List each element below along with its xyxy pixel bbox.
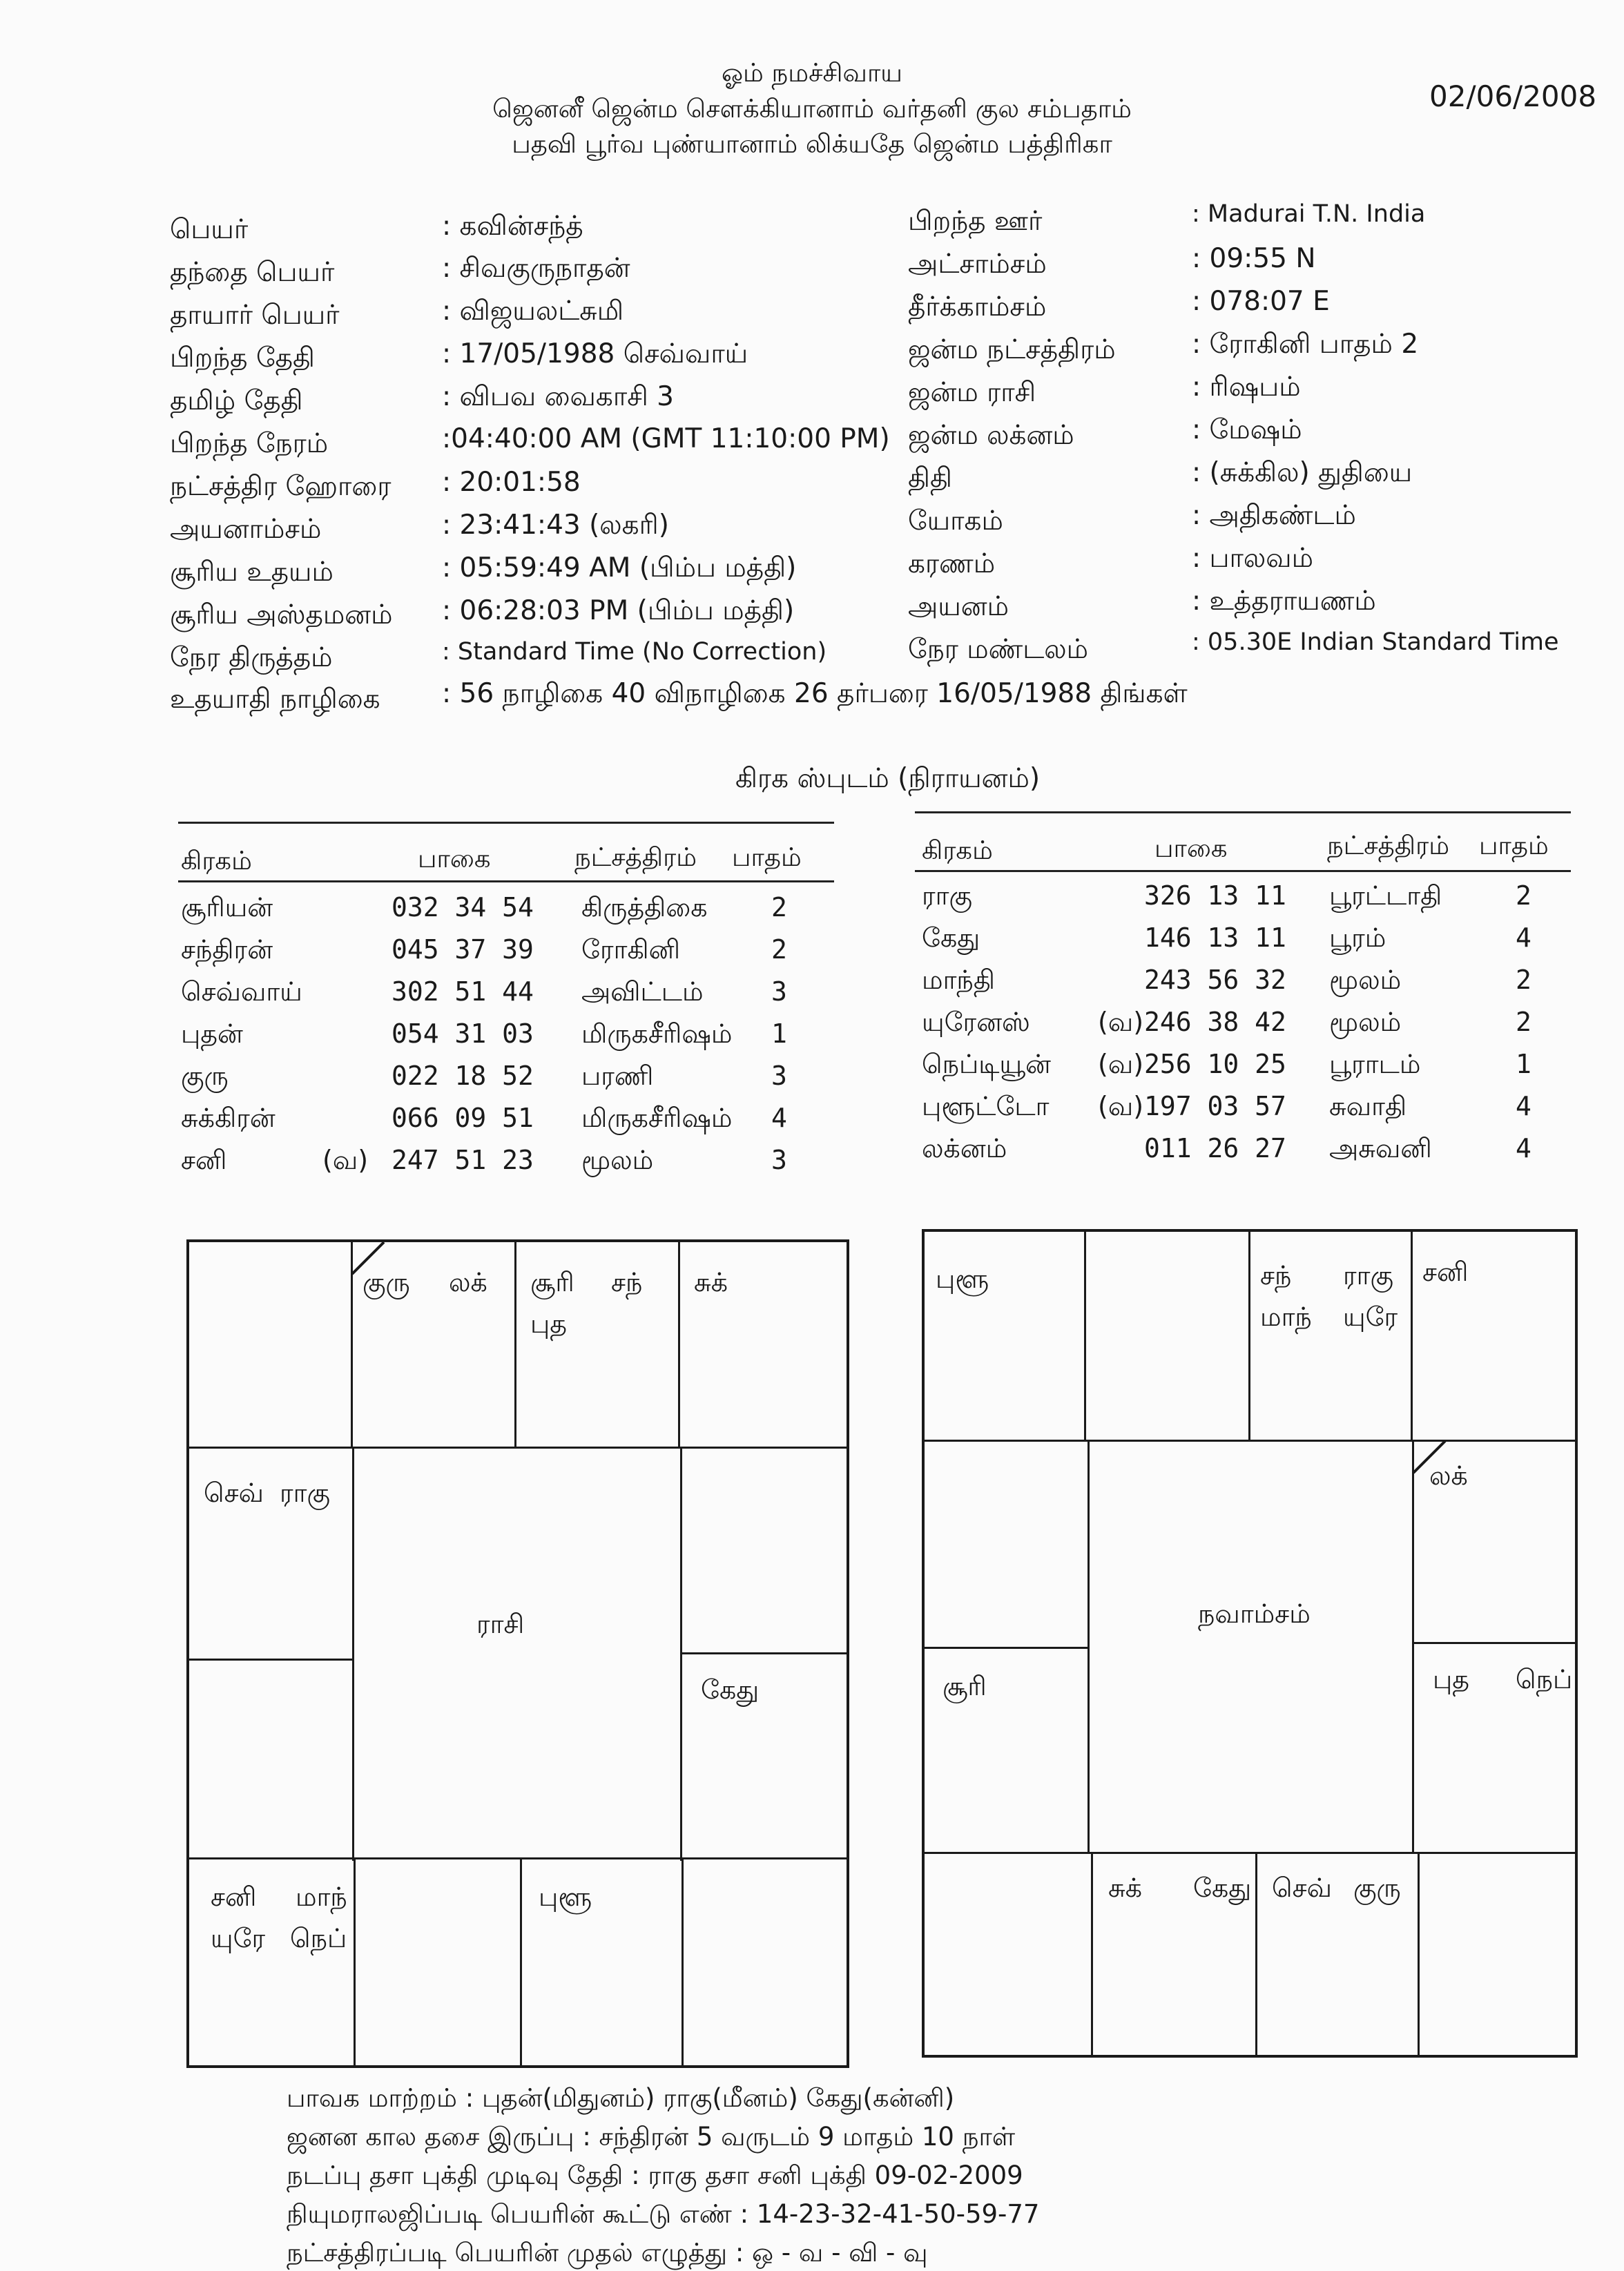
navamsa-planet-maandi: மாந்: [1260, 1302, 1312, 1332]
navamsa-grid-line: [1091, 1852, 1093, 2056]
rasi-planet-lagna: லக்: [449, 1267, 487, 1297]
table-rule-top: [915, 811, 1571, 813]
info-value-tamil-date: : விபவ வைகாசி 3: [442, 381, 674, 412]
navamsa-grid-line: [923, 1440, 1576, 1442]
cell-planet-name: கேது: [922, 922, 980, 953]
info-value-janma-nakshatra: : ரோகினி பாதம் 2: [1192, 329, 1419, 360]
info-label-birth-date: பிறந்த தேதி: [170, 342, 315, 374]
info-value-time-zone: : 05.30E Indian Standard Time: [1192, 628, 1559, 656]
rasi-planet-ketu: கேது: [701, 1674, 760, 1705]
cell-planet-name: ராகு: [922, 880, 973, 911]
cell-padam: 2: [1516, 1007, 1531, 1037]
col-header-star: நட்சத்திரம்: [574, 842, 697, 872]
navamsa-planet-lagna: லக்: [1429, 1460, 1468, 1491]
cell-planet-name: சனி: [181, 1145, 227, 1175]
info-value-ayanamsa: : 23:41:43 (லகரி): [442, 510, 669, 541]
info-value-birth-place: : Madurai T.N. India: [1192, 200, 1426, 228]
rasi-grid-line: [520, 1857, 522, 2067]
rasi-grid-line: [354, 1857, 356, 2067]
info-value-karanam: : பாலவம்: [1192, 543, 1314, 574]
rasi-planet-sun: சூரி: [530, 1267, 574, 1297]
cell-nakshatra: சுவாதி: [1329, 1091, 1407, 1121]
cell-planet-name: குரு: [181, 1061, 229, 1091]
navamsa-planet-rahu: ராகு: [1343, 1260, 1394, 1291]
info-label-name: பெயர்: [170, 214, 249, 245]
cell-padam: 3: [771, 976, 787, 1007]
rasi-grid-line: [188, 1447, 848, 1449]
info-value-ayanam: : உத்தராயணம்: [1192, 586, 1376, 617]
cell-degree: 054 31 03: [392, 1018, 534, 1049]
info-label-ayanamsa: அயனாம்சம்: [170, 514, 322, 545]
rasi-planet-maandi: மாந்: [296, 1882, 347, 1912]
rasi-planet-saturn: சனி: [211, 1882, 257, 1912]
navamsa-planet-uranus: யுரே: [1343, 1302, 1398, 1332]
cell-nakshatra: மூலம்: [581, 1145, 654, 1175]
cell-degree: 011 26 27: [1144, 1133, 1286, 1163]
cell-padam: 1: [771, 1018, 787, 1049]
navamsa-grid-line: [1411, 1230, 1413, 1441]
info-label-mother: தாயார் பெயர்: [170, 300, 340, 331]
cell-nakshatra: பூரட்டாதி: [1329, 880, 1442, 911]
info-value-birth-time: :04:40:00 AM (GMT 11:10:00 PM): [442, 423, 890, 454]
info-value-latitude: : 09:55 N: [1192, 243, 1316, 274]
info-value-yogam: : அதிகண்டம்: [1192, 500, 1356, 531]
cell-degree: 256 10 25: [1144, 1049, 1286, 1079]
info-value-udayadi-nazhigai: : 56 நாழிகை 40 விநாழிகை 26 தர்பரை 16/05/1988 திங்கள்: [442, 678, 1188, 709]
info-label-star-hora: நட்சத்திர ஹோரை: [170, 471, 392, 502]
rasi-grid-line: [188, 1857, 848, 1859]
col-header-graha: கிரகம்: [922, 835, 993, 865]
info-label-tamil-date: தமிழ் தேதி: [170, 385, 303, 416]
info-label-janma-nakshatra: ஜன்ம நட்சத்திரம்: [908, 334, 1116, 365]
info-label-janma-rasi: ஜன்ம ராசி: [908, 377, 1036, 408]
info-value-birth-date: : 17/05/1988 செவ்வாய்: [442, 338, 748, 369]
cell-degree: 246 38 42: [1144, 1007, 1286, 1037]
navamsa-planet-mercury: புத: [1433, 1664, 1470, 1694]
rasi-planet-guru: குரு: [362, 1267, 410, 1297]
info-label-yogam: யோகம்: [908, 505, 1003, 537]
cell-nakshatra: பரணி: [581, 1061, 654, 1091]
navamsa-planet-pluto: புளூ: [936, 1264, 989, 1294]
col-header-bhagai: பாகை: [1154, 833, 1228, 863]
cell-degree: 022 18 52: [392, 1061, 534, 1091]
navamsa-planet-moon: சந்: [1260, 1260, 1292, 1291]
navamsa-planet-ketu: கேது: [1193, 1873, 1252, 1903]
navamsa-grid-line: [1088, 1440, 1090, 1853]
info-label-birth-place: பிறந்த ஊர்: [908, 206, 1043, 237]
col-header-padam: பாதம்: [732, 842, 802, 872]
cell-nakshatra: பூரம்: [1329, 922, 1386, 953]
navamsa-chart-title: நவாம்சம்: [1198, 1598, 1311, 1629]
table-rule-top: [178, 822, 834, 824]
table-rule-header: [178, 880, 834, 882]
cell-padam: 2: [771, 934, 787, 965]
col-header-bhagai: பாகை: [418, 844, 491, 873]
cell-planet-name: சூரியன்: [181, 892, 273, 922]
cell-nakshatra: மிருகசீரிஷம்: [581, 1103, 733, 1133]
cell-nakshatra: மூலம்: [1329, 965, 1402, 995]
rasi-grid-line: [678, 1241, 680, 1448]
cell-retro-tag: (வ): [1098, 1091, 1144, 1121]
navamsa-grid-line: [923, 1852, 1576, 1854]
info-label-karanam: கரணம்: [908, 548, 996, 579]
rasi-grid-line: [352, 1447, 354, 1861]
info-label-udayadi-nazhigai: உதயாதி நாழிகை: [170, 684, 380, 715]
col-header-graha: கிரகம்: [181, 846, 252, 876]
cell-degree: 197 03 57: [1144, 1091, 1286, 1121]
navamsa-planet-saturn: சனி: [1422, 1257, 1469, 1287]
cell-planet-name: மாந்தி: [922, 965, 995, 995]
info-label-father: தந்தை பெயர்: [170, 257, 335, 288]
cell-degree: 326 13 11: [1144, 880, 1286, 911]
navamsa-grid-line: [1418, 1852, 1420, 2056]
navamsa-grid-line: [1084, 1230, 1086, 1441]
navamsa-grid-line: [923, 1647, 1088, 1649]
navamsa-grid-line: [1255, 1852, 1257, 2056]
info-label-sunset: சூரிய அஸ்தமனம்: [170, 599, 393, 630]
table-rule-header: [915, 870, 1571, 872]
rasi-grid-line: [514, 1241, 516, 1448]
cell-planet-name: புளூட்டோ: [922, 1091, 1050, 1121]
rasi-grid-line: [682, 1857, 684, 2067]
rasi-planet-venus: சுக்: [694, 1267, 728, 1297]
navamsa-planet-mars: செவ்: [1272, 1873, 1332, 1903]
cell-planet-name: சுக்கிரன்: [181, 1103, 276, 1133]
cell-degree: 302 51 44: [392, 976, 534, 1007]
cell-padam: 2: [771, 892, 787, 922]
info-value-sunrise: : 05:59:49 AM (பிம்ப மத்தி): [442, 552, 797, 583]
cell-nakshatra: மூலம்: [1329, 1007, 1402, 1037]
rasi-planet-uranus: யுரே: [211, 1923, 266, 1953]
info-value-star-hora: : 20:01:58: [442, 467, 581, 498]
header-invocation: ஓம் நமச்சிவாய: [721, 58, 903, 88]
info-value-name: : கவின்சந்த்: [442, 211, 583, 242]
info-value-sunset: : 06:28:03 PM (பிம்ப மத்தி): [442, 595, 795, 626]
rasi-chart-title: ராசி: [476, 1609, 525, 1639]
cell-nakshatra: ரோகினி: [581, 934, 681, 965]
info-value-mother: : விஜயலட்சுமி: [442, 296, 624, 327]
cell-padam: 1: [1516, 1049, 1531, 1079]
cell-planet-name: நெப்டியூன்: [922, 1049, 1051, 1079]
cell-padam: 4: [1516, 1091, 1531, 1121]
rasi-planet-rahu: ராகு: [280, 1478, 331, 1508]
document-date: 02/06/2008: [1429, 79, 1597, 113]
info-label-sunrise: சூரிய உதயம்: [170, 557, 334, 588]
navamsa-grid-line: [1248, 1230, 1250, 1441]
info-label-latitude: அட்சாம்சம்: [908, 249, 1047, 280]
navamsa-planet-neptune: நெப்: [1516, 1664, 1573, 1694]
info-label-birth-time: பிறந்த நேரம்: [170, 428, 329, 459]
info-label-thithi: திதி: [908, 463, 952, 494]
info-value-thithi: : (சுக்கில) துதியை: [1192, 457, 1413, 488]
navamsa-planet-sun: சூரி: [942, 1671, 987, 1701]
cell-padam: 3: [771, 1061, 787, 1091]
info-value-janma-lagna: : மேஷம்: [1192, 414, 1302, 445]
rasi-planet-mars: செவ்: [204, 1478, 264, 1508]
rasi-planet-moon: சந்: [611, 1267, 643, 1297]
cell-nakshatra: பூராடம்: [1329, 1049, 1421, 1079]
cell-padam: 4: [1516, 922, 1531, 953]
cell-degree: 146 13 11: [1144, 922, 1286, 953]
planets-table-title: கிரக ஸ்புடம் (நிராயனம்): [735, 763, 1041, 794]
rasi-grid-line: [188, 1659, 352, 1661]
cell-degree: 066 09 51: [392, 1103, 534, 1133]
navamsa-planet-venus: சுக்: [1108, 1873, 1143, 1903]
col-header-padam: பாதம்: [1479, 831, 1549, 860]
navamsa-planet-jupiter: குரு: [1353, 1873, 1401, 1903]
info-label-time-correction: நேர திருத்தம்: [170, 642, 333, 673]
header-verse-line-1: ஜெனனீ ஜென்ம சௌக்கியானாம் வர்தனி குல சம்பதாம்: [492, 94, 1132, 124]
cell-planet-name: சந்திரன்: [181, 934, 273, 965]
navamsa-grid-line: [1412, 1642, 1576, 1644]
footer-current-dasa: நடப்பு தசா புக்தி முடிவு தேதி : ராகு தசா சனி புக்தி 09-02-2009: [287, 2161, 1023, 2190]
cell-planet-name: யுரேனஸ்: [922, 1007, 1030, 1037]
cell-degree: 243 56 32: [1144, 965, 1286, 995]
cell-degree: 247 51 23: [392, 1145, 534, 1175]
header-verse-line-2: பதவி பூர்வ புண்யானாம் லிக்யதே ஜென்ம பத்திரிகா: [512, 129, 1112, 159]
cell-padam: 4: [771, 1103, 787, 1133]
cell-nakshatra: அசுவனி: [1329, 1133, 1432, 1163]
footer-numerology: நியுமராலஜிப்படி பெயரின் கூட்டு எண் : 14-23-32-41-50-59-77: [287, 2199, 1040, 2229]
footer-dasa-balance: ஜனன கால தசை இருப்பு : சந்திரன் 5 வருடம் 9 மாதம் 10 நாள்: [287, 2122, 1016, 2152]
info-value-longitude: : 078:07 E: [1192, 286, 1330, 317]
info-label-longitude: தீர்க்காம்சம்: [908, 291, 1047, 322]
footer-bhava-change: பாவக மாற்றம் : புதன்(மிதுனம்) ராகு(மீனம்) கேது(கன்னி): [287, 2083, 955, 2113]
cell-planet-name: செவ்வாய்: [181, 976, 302, 1007]
rasi-planet-pluto: புளூ: [539, 1882, 592, 1912]
navamsa-grid-line: [1412, 1440, 1414, 1853]
footer-name-letters: நட்சத்திரப்படி பெயரின் முதல் எழுத்து : ஒ - வ - வி - வு: [287, 2238, 928, 2268]
cell-padam: 2: [1516, 965, 1531, 995]
info-label-janma-lagna: ஜன்ம லக்னம்: [908, 420, 1074, 451]
cell-degree: 045 37 39: [392, 934, 534, 965]
rasi-planet-mercury: புத: [530, 1308, 568, 1339]
cell-retro-tag: (வ): [1098, 1007, 1144, 1037]
info-value-father: : சிவகுருநாதன்: [442, 253, 630, 284]
cell-padam: 3: [771, 1145, 787, 1175]
info-label-time-zone: நேர மண்டலம்: [908, 634, 1089, 665]
info-label-ayanam: அயனம்: [908, 591, 1009, 622]
cell-planet-name: புதன்: [181, 1018, 243, 1049]
cell-nakshatra: கிருத்திகை: [581, 892, 708, 922]
cell-degree: 032 34 54: [392, 892, 534, 922]
cell-padam: 2: [1516, 880, 1531, 911]
cell-retro-tag: (வ): [1098, 1049, 1144, 1079]
rasi-planet-neptune: நெப்: [290, 1923, 347, 1953]
cell-nakshatra: அவிட்டம்: [581, 976, 704, 1007]
col-header-star: நட்சத்திரம்: [1327, 831, 1449, 860]
info-value-janma-rasi: : ரிஷபம்: [1192, 371, 1301, 403]
cell-planet-name: லக்னம்: [922, 1133, 1007, 1163]
rasi-grid-line: [680, 1652, 848, 1654]
cell-nakshatra: மிருகசீரிஷம்: [581, 1018, 733, 1049]
info-value-time-correction: : Standard Time (No Correction): [442, 638, 827, 666]
cell-retro-tag: (வ): [322, 1145, 369, 1175]
cell-padam: 4: [1516, 1133, 1531, 1163]
